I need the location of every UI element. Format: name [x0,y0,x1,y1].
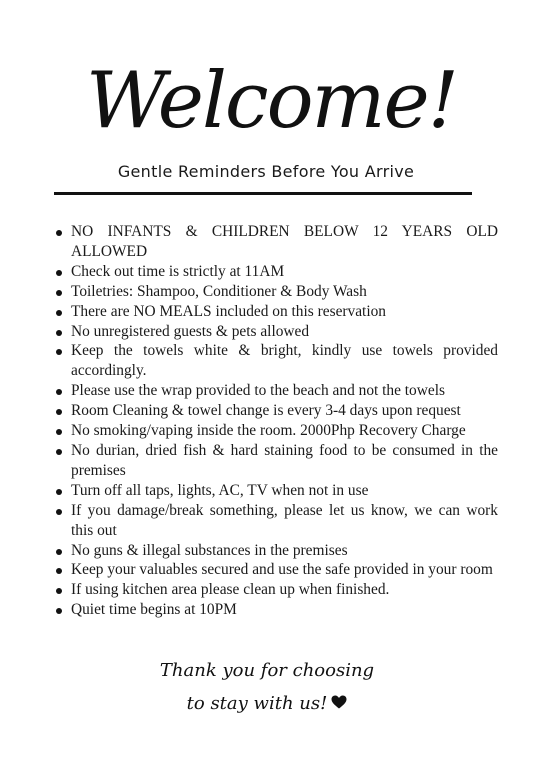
list-item [52,381,498,401]
bullet-icon [56,489,62,495]
list-item-text: Quiet time begins at 10PM [71,601,237,619]
list-item [52,501,498,541]
thank-you-line-2-text: to stay with us! [186,693,328,714]
title-divider [54,192,472,195]
bullet-icon [56,449,62,455]
bullet-icon [56,330,62,336]
list-item-text: Turn off all taps, lights, AC, TV when not in use [71,481,369,499]
page-subtitle: Gentle Reminders Before You Arrive [117,162,415,181]
bullet-icon [56,290,62,296]
reminders-list [52,222,498,620]
list-item-text: No smoking/vaping inside the room. 2000Php Recovery Charge [71,422,466,440]
thank-you-line-1: Thank you for choosing [159,660,375,681]
list-item-text: If you damage/break something, please let us know, we can work this out [71,501,498,539]
bullet-icon [56,608,62,614]
heart-icon [331,687,347,720]
bullet-icon [56,310,62,316]
list-item-text: No guns & illegal substances in the premises [71,541,348,559]
list-item-text: Keep your valuables secured and use the safe provided in your room [71,561,493,579]
list-item [52,481,498,501]
list-item [52,282,498,302]
list-item [52,541,498,561]
list-item [52,322,498,342]
list-item-text: No durian, dried fish & hard staining food to be consumed in the premises [71,441,498,479]
list-item-text: Room Cleaning & towel change is every 3-4 days upon request [71,402,461,420]
bullet-icon [56,568,62,574]
bullet-icon [56,409,62,415]
page-title: Welcome! [85,56,458,146]
list-item-text: If using kitchen area please clean up when finished. [71,581,390,599]
list-item [52,302,498,322]
list-item [52,560,498,580]
list-item [52,222,498,262]
bullet-icon [56,549,62,555]
thank-you-note [0,654,534,720]
bullet-icon [56,270,62,276]
bullet-icon [56,429,62,435]
list-item-text: Keep the towels white & bright, kindly use towels provided accordingly. [71,342,498,380]
list-item [52,262,498,282]
list-item [52,441,498,481]
list-item-text: Check out time is strictly at 11AM [71,262,285,280]
bullet-icon [56,389,62,395]
list-item-text: No unregistered guests & pets allowed [71,322,310,340]
list-item [52,401,498,421]
bullet-icon [56,349,62,355]
list-item [52,421,498,441]
list-item-text: Toiletries: Shampoo, Conditioner & Body Wash [71,282,367,300]
list-item-text: There are NO MEALS included on this reservation [71,302,386,320]
list-item [52,600,498,620]
list-item [52,341,498,381]
bullet-icon [56,230,62,236]
bullet-icon [56,588,62,594]
bullet-icon [56,509,62,515]
thank-you-line-2 [0,687,534,720]
list-item [52,580,498,600]
list-item-text: Please use the wrap provided to the beach and not the towels [71,382,445,400]
list-item-text: NO INFANTS & CHILDREN BELOW 12 YEARS OLD ALLOWED [71,223,498,260]
